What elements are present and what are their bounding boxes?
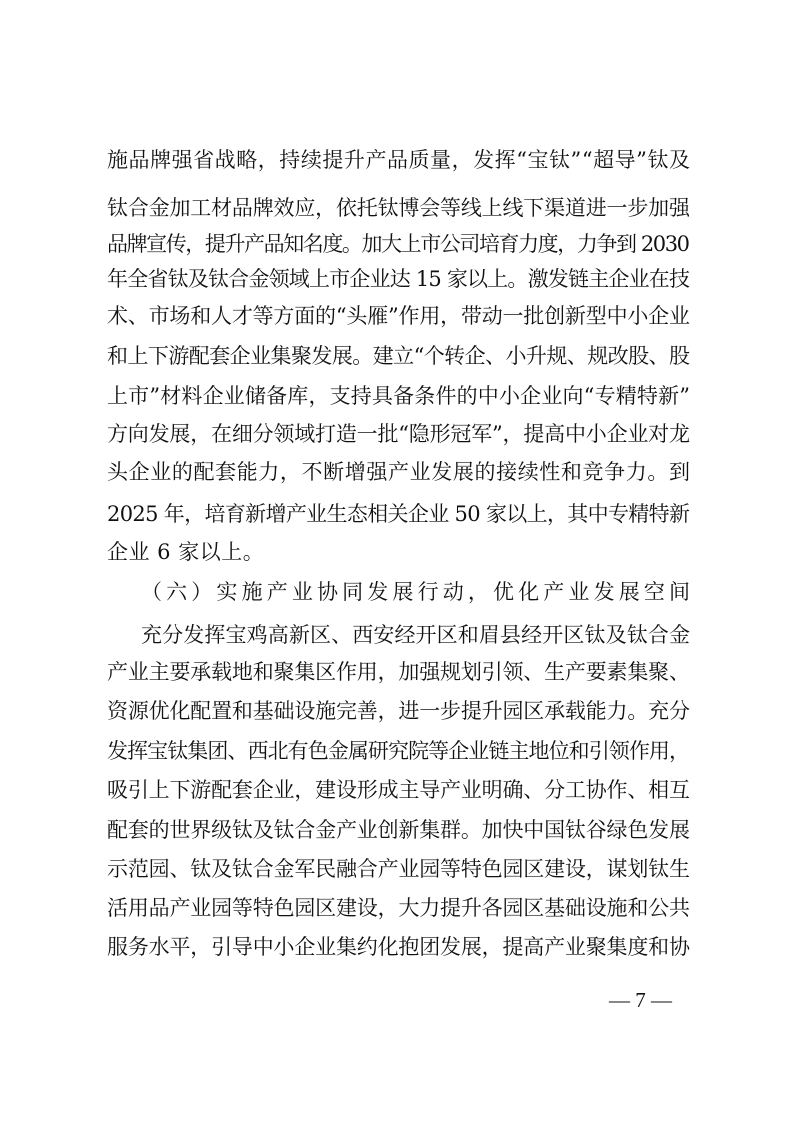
paragraph-2-line: 配套的世界级钛及钛合金产业创新集群。加快中国钛谷绿色发展 [107, 818, 690, 842]
paragraph-1-line: 企业 6 家以上。 [107, 540, 265, 564]
paragraph-2-line: 吸引上下游配套企业，建设形成主导产业明确、分工协作、相互 [107, 778, 690, 802]
paragraph-2-line: 服务水平，引导中小企业集约化抱团发展，提高产业聚集度和协 [107, 935, 690, 959]
paragraph-2-line: 资源优化配置和基础设施完善，进一步提升园区承载能力。充分 [107, 699, 690, 723]
paragraph-1-line: 年全省钛及钛合金领域上市企业达 15 家以上。激发链主企业在技 [107, 267, 690, 291]
paragraph-2-line: 活用品产业园等特色园区建设，大力提升各园区基础设施和公共 [107, 896, 690, 920]
paragraph-1-line: 方向发展，在细分领域打造一批“隐形冠军”，提高中小企业对龙 [107, 422, 690, 446]
paragraph-2-line: 产业主要承载地和聚集区作用，加强规划引领、生产要素集聚、 [107, 660, 690, 684]
paragraph-1-line: 术、市场和人才等方面的“头雁”作用，带动一批创新型中小企业 [107, 304, 690, 328]
paragraph-1-line: 钛合金加工材品牌效应，依托钛博会等线上线下渠道进一步加强 [107, 196, 690, 220]
paragraph-2-line: 充分发挥宝鸡高新区、西安经开区和眉县经开区钛及钛合金 [141, 623, 691, 647]
section-heading: （六）实施产业协同发展行动，优化产业发展空间 [141, 580, 695, 604]
page-number: — 7 — [609, 988, 672, 1012]
paragraph-1-line: 品牌宣传，提升产品知名度。加大上市公司培育力度，力争到 2030 [107, 232, 689, 256]
paragraph-1-line: 和上下游配套企业集聚发展。建立“个转企、小升规、规改股、股 [107, 344, 690, 368]
paragraph-1-line: 2025 年，培育新增产业生态相关企业 50 家以上，其中专精特新 [107, 502, 690, 526]
paragraph-1-line: 上市”材料企业储备库，支持具备条件的中小企业向“专精特新” [107, 384, 691, 408]
paragraph-1-line: 头企业的配套能力，不断增强产业发展的接续性和竞争力。到 [107, 460, 691, 484]
paragraph-2-line: 发挥宝钛集团、西北有色金属研究院等企业链主地位和引领作用， [107, 739, 690, 763]
paragraph-2-line: 示范园、钛及钛合金军民融合产业园等特色园区建设，谋划钛生 [107, 857, 690, 881]
paragraph-1-line: 施品牌强省战略，持续提升产品质量，发挥“宝钛”“超导”钛及 [107, 148, 691, 172]
